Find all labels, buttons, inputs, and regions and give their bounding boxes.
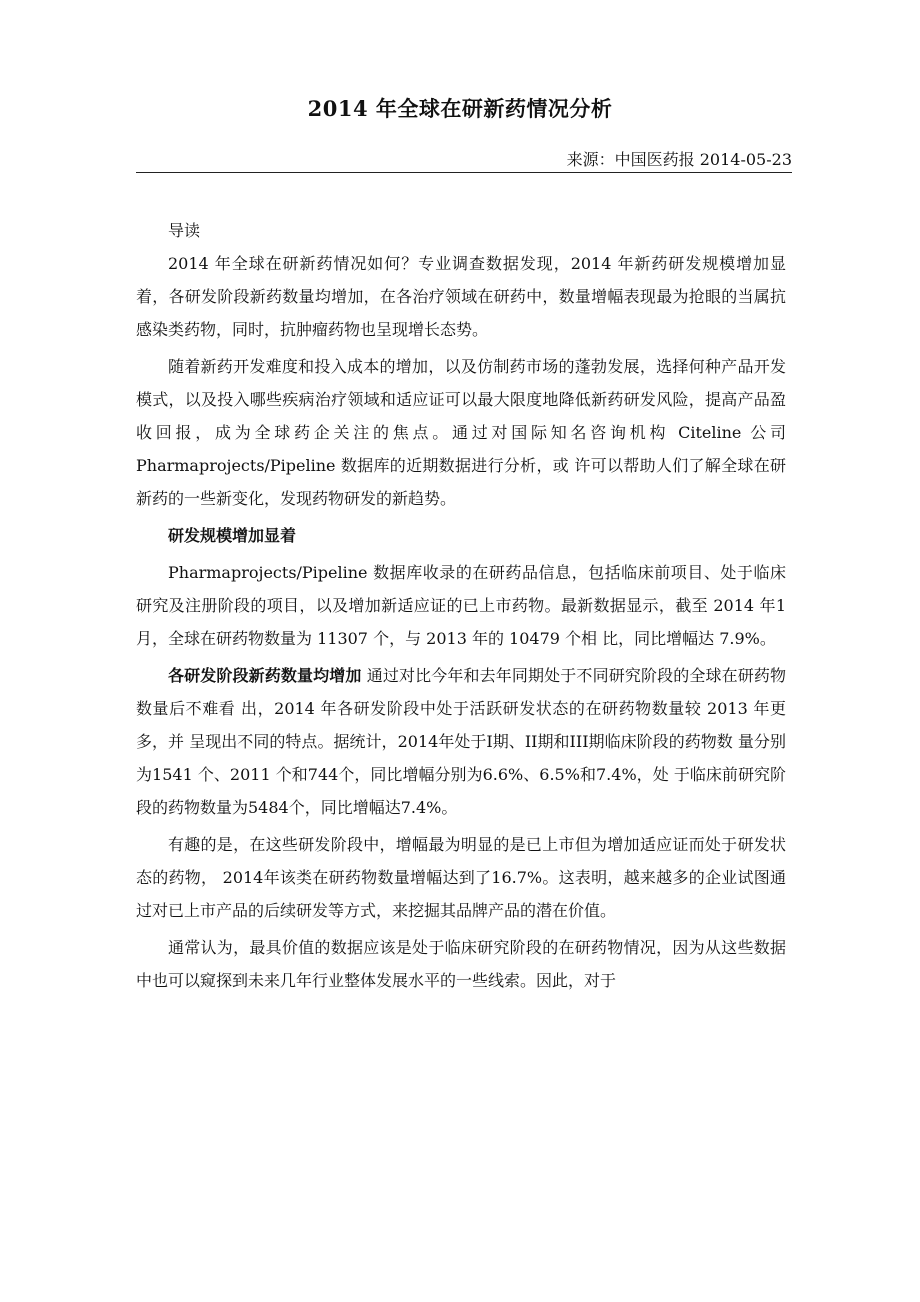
paragraph-4-text: 通过对比今年和去年同期处于不同研究阶段的全球在研药物数量后不难看 出，2014 年各研发阶段中处于活跃研发状态的在研药物数量较 2013 年更多，并 呈现出不同的特点。据统计，2014年处于I期、II期和III期临床阶段的药物数 量分别为1541 个、2011 个和744个，同比增幅分别为6.6%、6.5%和7.4%，处 于临床前研究阶段的药物数量为5484个，同比增幅达7.4%。 bbox=[136, 666, 786, 817]
paragraph-5: 有趣的是，在这些研发阶段中，增幅最为明显的是已上市但为增加适应证而处于研发状态的药物， 2014年该类在研药物数量增幅达到了16.7%。这表明，越来越多的企业试图通过对已上市产品的后续研发等方式，来挖掘其品牌产品的潜在价值。 bbox=[136, 835, 786, 920]
paragraph-3: Pharmaprojects/Pipeline 数据库收录的在研药品信息，包括临床前项目、处于临床研究及注册阶段的项目，以及增加新适应证的已上市药物。最新数据显示，截至 2014 年1 月，全球在研药物数量为 11307 个，与 2013 年的 10479 个相 比，同比增幅达 7.9%。 bbox=[136, 563, 786, 648]
section-heading-1: 研发规模增加显着 bbox=[168, 526, 297, 545]
header-divider bbox=[136, 172, 792, 173]
article-body bbox=[136, 214, 786, 1001]
paragraph-2: 随着新药开发难度和投入成本的增加，以及仿制药市场的蓬勃发展，选择何种产品开发模式，以及投入哪些疾病治疗领域和适应证可以最大限度地降低新药研发风险，提高产品盈收回报，成为全球药企关注的焦点。通过对国际知名咨询机构 Citeline 公司 Pharmaprojects/Pipeline 数据库的近期数据进行分析，或 许可以帮助人们了解全球在研新药的一些新变化，发现药物研发的新趋势。 bbox=[136, 357, 786, 508]
paragraph-6: 通常认为，最具价值的数据应该是处于临床研究阶段的在研药物情况，因为从这些数据中也可以窥探到未来几年行业整体发展水平的一些线索。因此，对于 bbox=[136, 938, 786, 990]
document-title: 2014 年全球在研新药情况分析 bbox=[307, 96, 613, 121]
paragraph-4 bbox=[136, 659, 786, 824]
intro-label: 导读 bbox=[168, 221, 201, 240]
paragraph-1: 2014 年全球在研新药情况如何？专业调查数据发现，2014 年新药研发规模增加显着，各研发阶段新药数量均增加，在各治疗领域在研药中，数量增幅表现最为抢眼的当属抗感染类药物，同时，抗肿瘤药物也呈现增长态势。 bbox=[136, 254, 786, 339]
section-heading-2: 各研发阶段新药数量均增加 bbox=[168, 666, 362, 685]
source-line: 来源：中国医药报 2014-05-23 bbox=[566, 150, 792, 169]
